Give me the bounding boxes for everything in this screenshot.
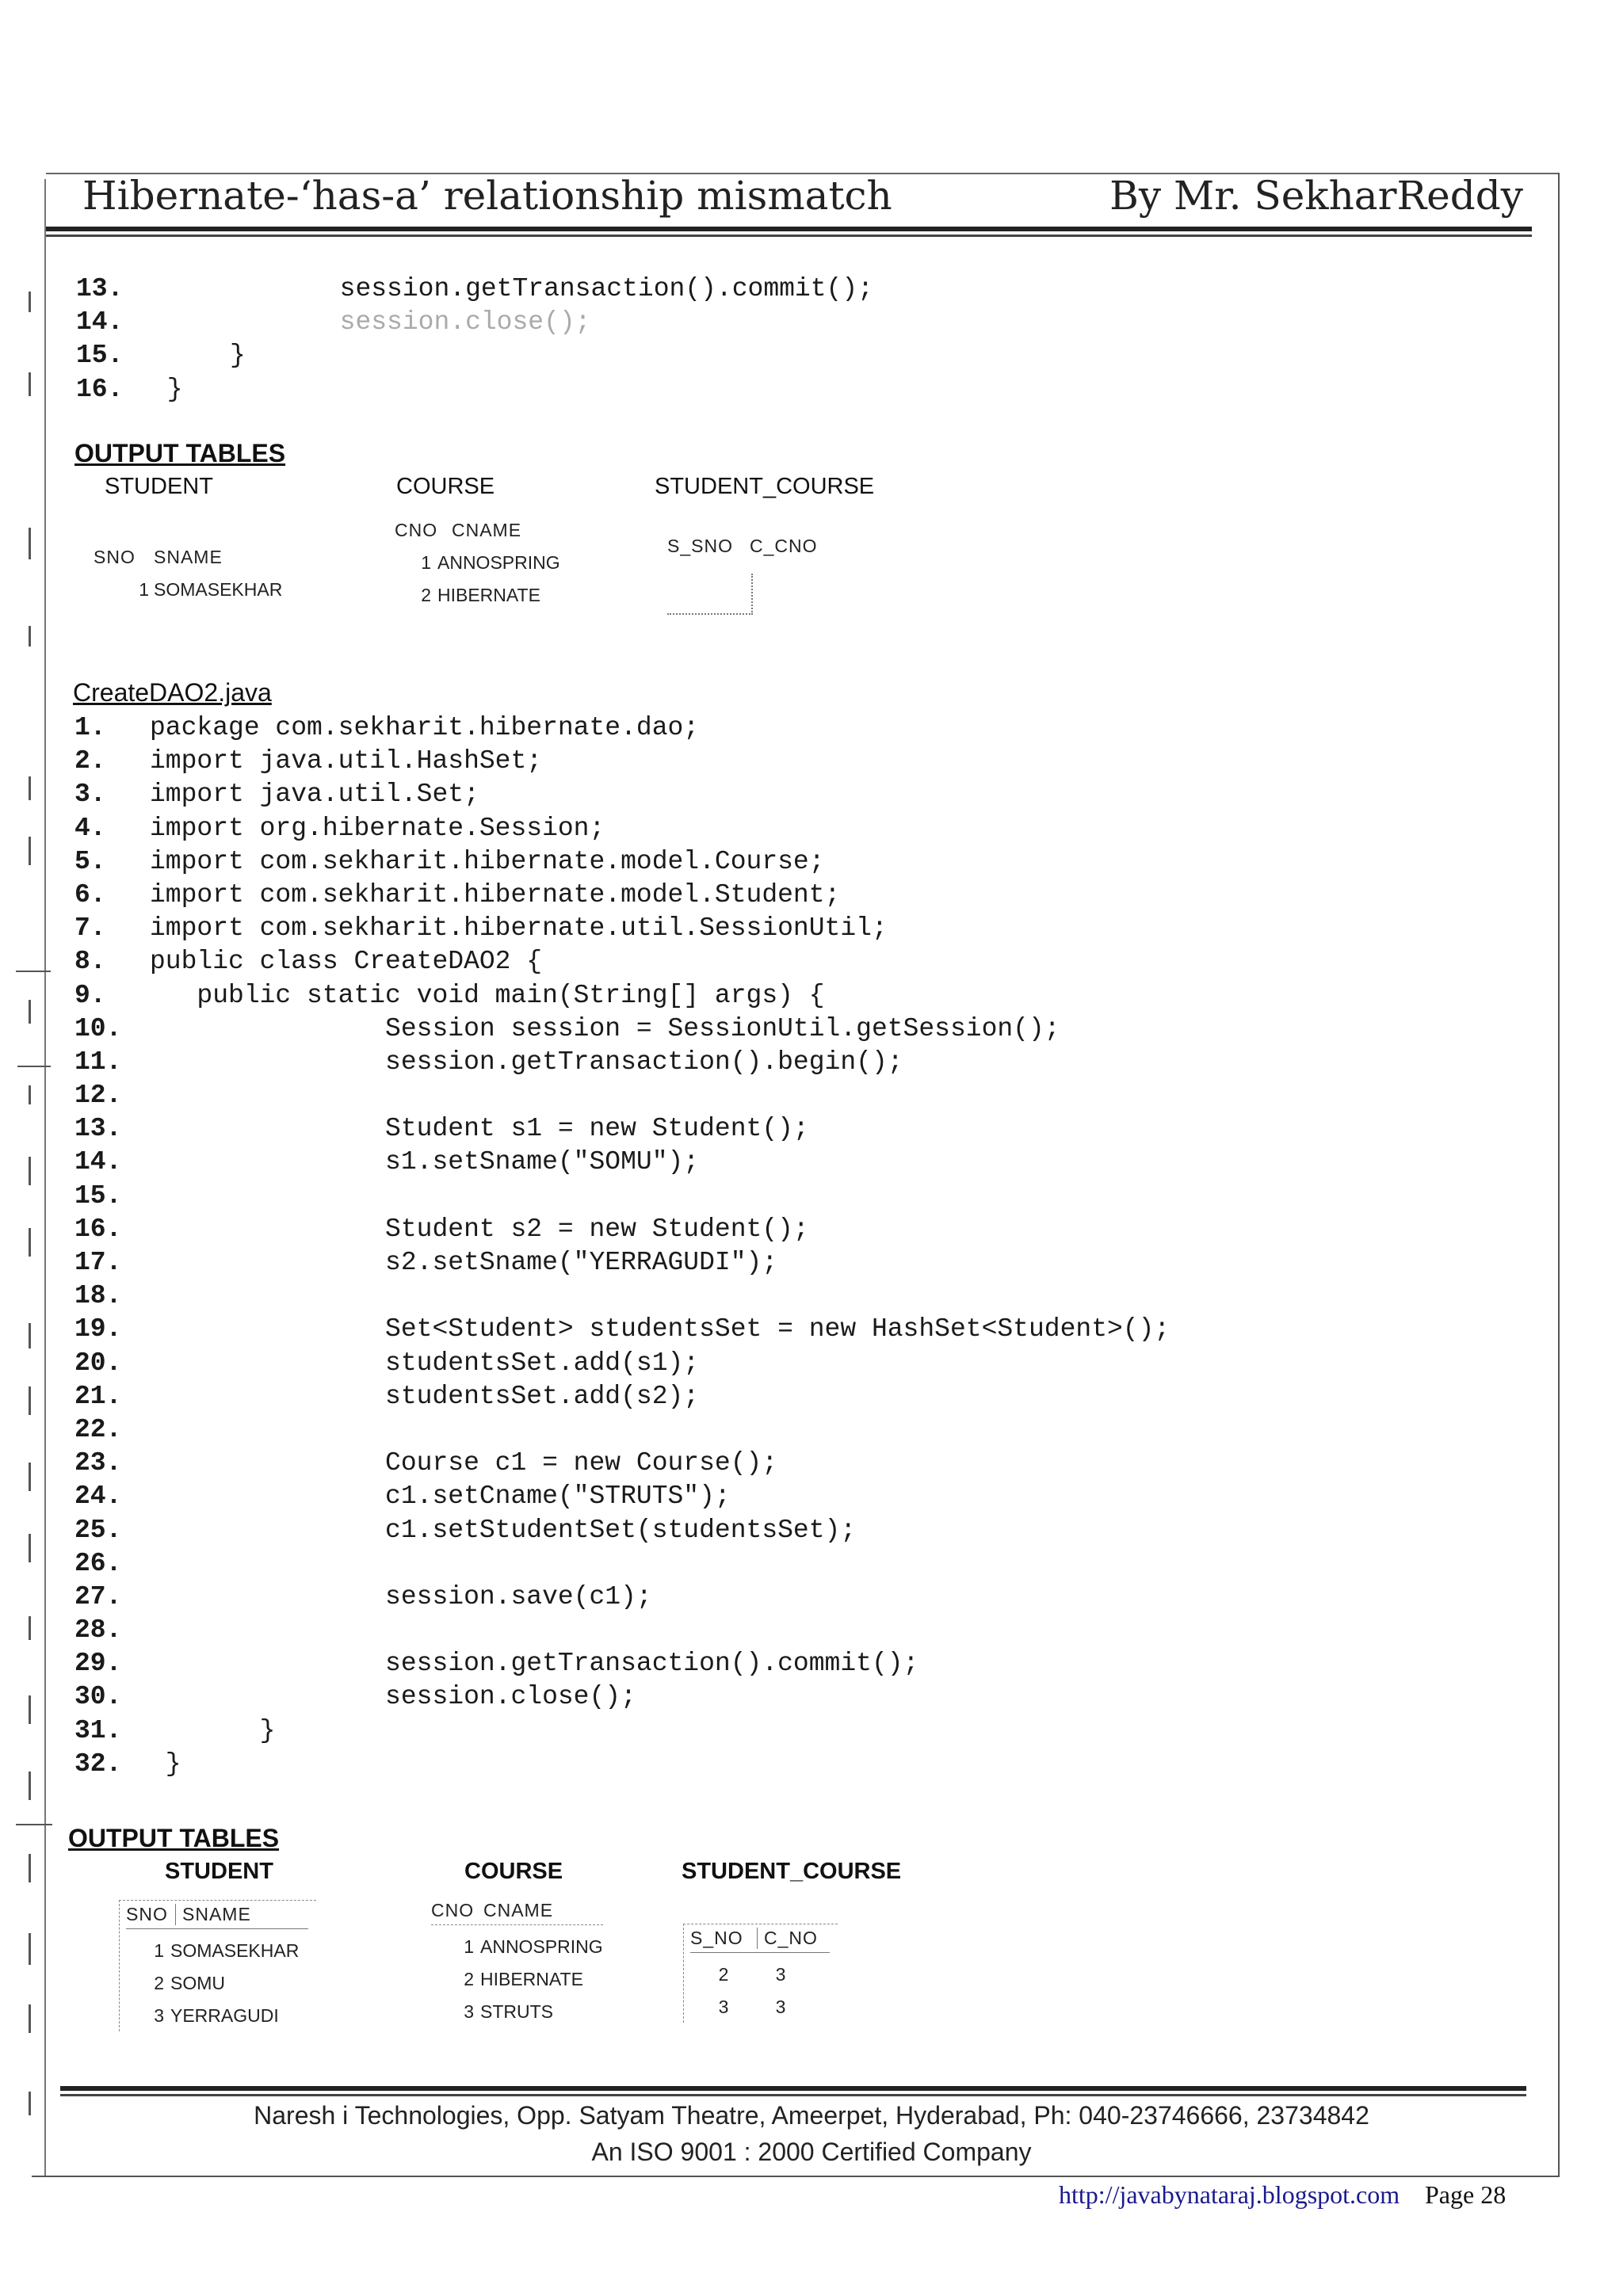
code-text: public class CreateDAO2 { (150, 947, 543, 977)
course-table-1 (395, 520, 560, 606)
code-line (74, 778, 1170, 811)
table-cell: 2 (421, 585, 431, 605)
table-cell: STRUTS (480, 2001, 553, 2022)
margin-mark (29, 1323, 31, 1348)
student-table-header (94, 547, 282, 568)
student-course-table-1 (667, 536, 818, 557)
line-number: 9. (74, 980, 106, 1010)
table-row (690, 1997, 830, 2018)
margin-mark (17, 1066, 51, 1067)
margin-mark (29, 1085, 31, 1104)
column-header: CNAME (483, 1900, 554, 1920)
table-cell: 2 (154, 1973, 164, 1993)
code-text: s1.setSname("SOMU"); (150, 1147, 700, 1177)
table-cell: ANNOSPRING (437, 552, 560, 573)
line-number: 12. (74, 1081, 122, 1111)
margin-mark (29, 776, 31, 800)
page-border-bottom (32, 2176, 1560, 2177)
line-number: 7. (74, 913, 106, 944)
code-line (74, 812, 1170, 845)
page-author: By Mr. SekharReddy (1109, 173, 1523, 219)
margin-mark (29, 1000, 31, 1024)
table-cell: HIBERNATE (480, 1969, 583, 1989)
code-line (74, 1146, 1170, 1179)
line-number: 15. (74, 1180, 122, 1211)
code-line (74, 879, 1170, 912)
code-text: import com.sekharit.hibernate.util.SessionUtil; (150, 913, 888, 944)
line-number: 15. (76, 341, 124, 371)
code-line (74, 1480, 1170, 1513)
code-line (74, 1714, 1170, 1748)
margin-mark (29, 2004, 31, 2033)
header-rule-thin (46, 235, 1532, 237)
line-number: 1. (74, 713, 106, 742)
code-line (74, 1647, 1170, 1680)
code-line (74, 1280, 1170, 1313)
code-line (74, 1614, 1170, 1647)
code-line (74, 1112, 1170, 1146)
code-text: } (150, 1715, 276, 1745)
code-block-continued (76, 273, 873, 406)
code-text: import com.sekharit.hibernate.model.Student; (150, 879, 841, 910)
line-number: 6. (74, 879, 106, 910)
line-number: 5. (74, 846, 106, 876)
code-line (74, 845, 1170, 879)
code-line (74, 1581, 1170, 1614)
code-line (74, 1046, 1170, 1079)
code-line (74, 1680, 1170, 1714)
course-table-title-2: COURSE (464, 1859, 563, 1884)
line-number: 14. (74, 1147, 122, 1177)
code-text: session.save(c1); (150, 1581, 652, 1611)
table-row (126, 2005, 308, 2027)
code-text: import java.util.Set; (150, 780, 479, 810)
table-cell: YERRAGUDI (170, 2005, 279, 2026)
margin-mark (29, 626, 31, 646)
table-row (395, 552, 560, 574)
student-table-1 (94, 547, 282, 601)
line-number: 31. (74, 1715, 122, 1745)
code-line (74, 711, 1170, 745)
table-cell: 1 (464, 1936, 474, 1957)
column-header: SNO (126, 1904, 176, 1925)
code-text: Session session = SessionUtil.getSession(); (150, 1013, 1060, 1043)
code-text: c1.setStudentSet(studentsSet); (150, 1515, 857, 1545)
code-line (76, 373, 873, 406)
table-cell: SOMASEKHAR (154, 579, 283, 600)
output-tables-heading-2: OUTPUT TABLES (68, 1824, 280, 1852)
page-number: Page 28 (1425, 2180, 1507, 2209)
header-rule (46, 227, 1532, 231)
table-cell: 1 (139, 579, 149, 600)
margin-mark (29, 1386, 31, 1415)
code-text: import com.sekharit.hibernate.model.Course; (150, 846, 825, 876)
table-cell: 3 (775, 1997, 786, 2017)
line-number: 4. (74, 813, 106, 843)
code-line (74, 1313, 1170, 1346)
code-line (74, 979, 1170, 1013)
table-row (94, 579, 282, 601)
margin-mark (16, 1824, 52, 1825)
output-tables-heading-1: OUTPUT TABLES (74, 439, 286, 467)
table-row (431, 2001, 603, 2023)
margin-mark (29, 1854, 31, 1882)
code-text: Set<Student> studentsSet = new HashSet<Student>(); (150, 1314, 1170, 1344)
footer-address: Naresh i Technologies, Opp. Satyam Theatre, Ameerpet, Hyderabad, Ph: 040-23746666, 23734842 (254, 2101, 1369, 2130)
column-header: C_NO (764, 1928, 818, 1948)
column-header: S_NO (690, 1928, 758, 1949)
code-text: session.getTransaction().begin(); (150, 1047, 903, 1077)
table-row (690, 1964, 830, 1985)
table-row (395, 585, 560, 606)
table-cell: 2 (464, 1969, 474, 1989)
code-text: Student s1 = new Student(); (150, 1114, 809, 1144)
line-number: 28. (74, 1615, 122, 1646)
table-row (126, 1940, 308, 1962)
code-text: studentsSet.add(s1); (150, 1348, 700, 1378)
student-table-2 (119, 1900, 316, 2031)
line-number: 8. (74, 947, 106, 977)
table-cell: SOMASEKHAR (170, 1940, 300, 1961)
line-number: 20. (74, 1348, 122, 1378)
student-table-header (126, 1904, 308, 1929)
course-table-title-1: COURSE (396, 474, 495, 499)
code-line (74, 1347, 1170, 1380)
code-line (74, 1514, 1170, 1547)
line-number: 19. (74, 1314, 122, 1344)
margin-mark (29, 1616, 31, 1640)
margin-mark (29, 372, 31, 396)
margin-mark (29, 1933, 31, 1965)
code-text: } (150, 1749, 181, 1779)
student-table-title-1: STUDENT (105, 474, 213, 499)
table-cell: 1 (154, 1940, 164, 1961)
code-line (74, 1013, 1170, 1046)
footer-certification: An ISO 9001 : 2000 Certified Company (591, 2138, 1032, 2166)
code-line (74, 1380, 1170, 1413)
line-number: 24. (74, 1482, 122, 1512)
student-course-table-title-2: STUDENT_COURSE (682, 1859, 902, 1884)
code-text: session.close(); (150, 1682, 636, 1712)
empty-result-box (667, 574, 753, 615)
line-number: 30. (74, 1682, 122, 1712)
line-number: 10. (74, 1013, 122, 1043)
student-course-table-header (667, 536, 818, 557)
code-line (74, 1246, 1170, 1280)
line-number: 13. (76, 274, 124, 303)
code-line (74, 745, 1170, 778)
margin-mark (29, 1772, 31, 1800)
line-number: 22. (74, 1414, 122, 1444)
line-number: 32. (74, 1749, 122, 1779)
table-row (431, 1969, 603, 1990)
table-cell: 2 (718, 1964, 729, 1985)
code-line (76, 339, 873, 372)
course-table-2 (431, 1900, 603, 2023)
column-header: SNAME (182, 1904, 251, 1924)
margin-mark (29, 1695, 31, 1724)
table-cell: 3 (775, 1964, 786, 1985)
page-title: Hibernate-‘has-a’ relationship mismatch (82, 173, 892, 219)
footer-rule (60, 2086, 1526, 2091)
line-number: 23. (74, 1448, 122, 1478)
line-number: 21. (74, 1381, 122, 1411)
line-number: 26. (74, 1548, 122, 1578)
page-border-left (44, 179, 46, 2176)
blog-url-link[interactable]: http://javabynataraj.blogspot.com (1059, 2180, 1400, 2209)
table-row (126, 1973, 308, 1994)
code-text: public static void main(String[] args) { (150, 980, 825, 1010)
column-header: CNAME (452, 520, 522, 540)
code-line (74, 912, 1170, 945)
code-line (74, 1447, 1170, 1480)
line-number: 2. (74, 746, 106, 776)
code-line (74, 1748, 1170, 1781)
course-table-header (395, 520, 560, 541)
column-header: CNO (395, 520, 438, 540)
margin-mark (29, 528, 31, 559)
code-text: Course c1 = new Course(); (150, 1448, 778, 1478)
code-text: session.close(); (151, 307, 591, 338)
student-course-table-title-1: STUDENT_COURSE (655, 474, 875, 499)
table-cell: ANNOSPRING (480, 1936, 603, 1957)
code-text: studentsSet.add(s2); (150, 1381, 700, 1411)
line-number: 25. (74, 1515, 122, 1545)
table-row (431, 1936, 603, 1958)
code-text: s2.setSname("YERRAGUDI"); (150, 1248, 778, 1277)
column-header: CNO (431, 1900, 475, 1920)
line-number: 16. (74, 1214, 122, 1244)
student-table-title-2: STUDENT (165, 1859, 273, 1884)
code-line (74, 1413, 1170, 1447)
line-number: 14. (76, 307, 124, 338)
code-text: package com.sekharit.hibernate.dao; (150, 713, 700, 742)
table-cell: 3 (718, 1997, 729, 2017)
table-cell: 1 (421, 552, 431, 573)
file-name-heading: CreateDAO2.java (73, 678, 272, 707)
line-number: 11. (74, 1047, 122, 1077)
column-header: SNO (94, 547, 136, 567)
line-number: 13. (74, 1114, 122, 1144)
margin-mark (29, 292, 31, 312)
course-table-header (431, 1900, 603, 1925)
margin-mark (16, 971, 51, 972)
column-header: S_SNO (667, 536, 733, 556)
margin-mark (29, 1157, 31, 1185)
table-cell: 3 (154, 2005, 164, 2026)
code-text: import org.hibernate.Session; (150, 813, 605, 843)
margin-mark (29, 1228, 31, 1257)
line-number: 29. (74, 1649, 122, 1679)
line-number: 18. (74, 1281, 122, 1311)
page-border-right (1558, 173, 1560, 2176)
margin-mark (29, 1534, 31, 1562)
code-line (74, 1180, 1170, 1213)
code-text: } (151, 341, 246, 371)
student-course-table-2 (683, 1924, 838, 2023)
student-course-table-header (690, 1928, 830, 1953)
line-number: 3. (74, 780, 106, 810)
table-cell: 3 (464, 2001, 474, 2022)
line-number: 17. (74, 1248, 122, 1277)
code-line (74, 945, 1170, 978)
table-cell: HIBERNATE (437, 585, 540, 605)
code-block-main (74, 711, 1170, 1781)
code-text: import java.util.HashSet; (150, 746, 543, 776)
table-cell: SOMU (170, 1973, 225, 1993)
column-header: SNAME (154, 547, 223, 567)
code-text: } (151, 374, 183, 404)
column-header: C_CNO (750, 536, 818, 556)
code-text: session.getTransaction().commit(); (150, 1649, 919, 1679)
code-text: session.getTransaction().commit(); (151, 274, 873, 303)
code-line (76, 273, 873, 306)
code-line (76, 306, 873, 339)
margin-mark (29, 2092, 31, 2115)
footer-rule-thin (60, 2094, 1526, 2096)
line-number: 27. (74, 1581, 122, 1611)
code-line (74, 1079, 1170, 1112)
code-text: Student s2 = new Student(); (150, 1214, 809, 1244)
margin-mark (29, 837, 31, 865)
margin-mark (29, 1463, 31, 1491)
code-line (74, 1547, 1170, 1581)
code-text: c1.setCname("STRUTS"); (150, 1482, 731, 1512)
line-number: 16. (76, 374, 124, 404)
code-line (74, 1213, 1170, 1246)
